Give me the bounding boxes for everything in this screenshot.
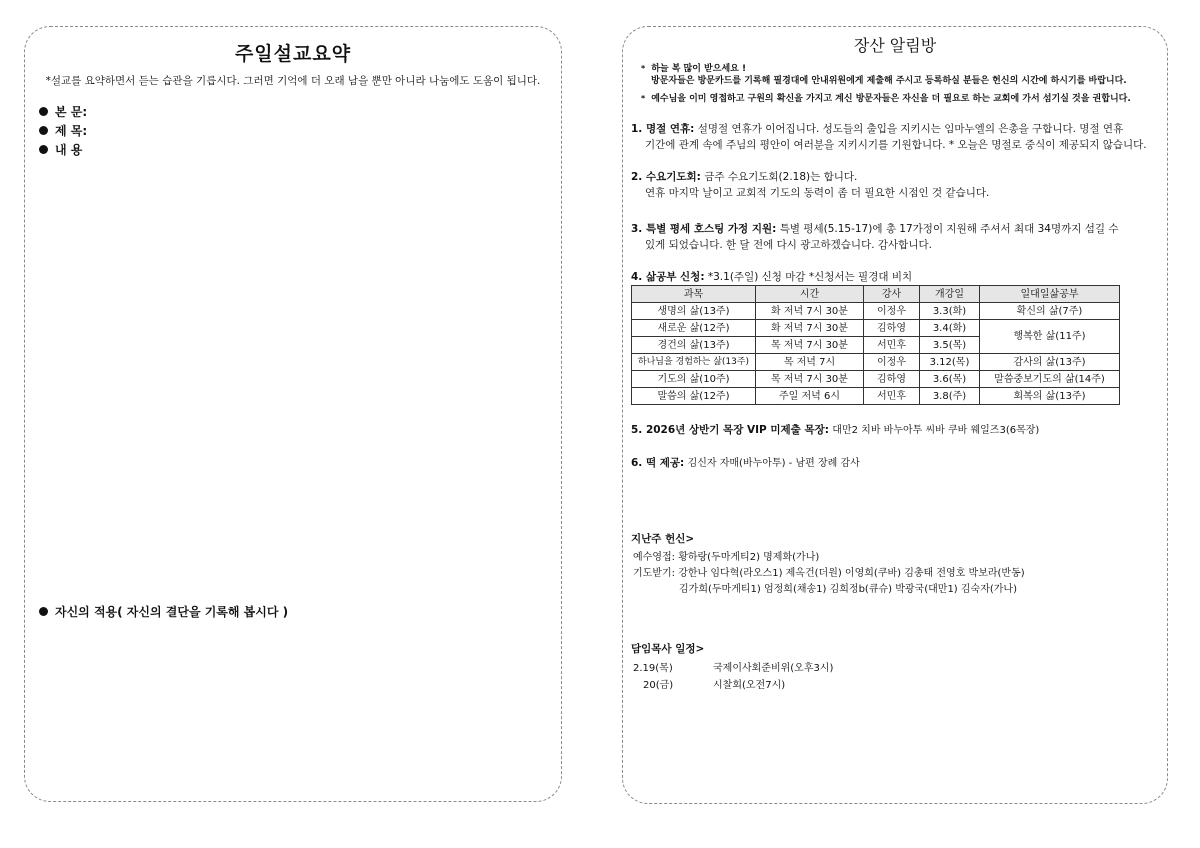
notice-believers: * 예수님을 이미 영접하고 구원의 확신을 가지고 계신 방문자들은 자신을 더 필요로 하는 교회에 가서 섬기실 것을 권합니다. [641, 94, 1131, 104]
table-cell-course: 말씀의 삶(12주) [632, 388, 756, 405]
schedule-event: 국제이사회준비위(오후3시) [713, 663, 834, 674]
table-cell-start: 3.5(목) [920, 337, 980, 354]
announcement-holiday: 1. 명절 연휴: 설명절 연휴가 이어집니다. 성도들의 출입을 지키시는 임마누엘의 은총을 구합니다. 명절 연휴 [631, 123, 1124, 135]
table-cell-time: 화 저녁 7시 30분 [756, 320, 864, 337]
table-cell-start: 3.4(화) [920, 320, 980, 337]
table-cell-teacher: 이정우 [864, 354, 920, 371]
table-cell-start: 3.6(목) [920, 371, 980, 388]
table-cell-time: 화 저녁 7시 30분 [756, 303, 864, 320]
table-cell-time: 목 저녁 7시 [756, 354, 864, 371]
offering-prayer: 기도받기: 강한나 임다혁(라오스1) 제옥건(더원) 이영희(쿠바) 김총태 전영호 박보라(반동) [633, 568, 1025, 579]
announcement-vip-missing: 5. 2026년 상반기 목장 VIP 미제출 목장: 대만2 치바 바누아투 씨바 쿠바 웨일즈3(6목장) [631, 424, 1040, 436]
table-header-course: 과목 [632, 286, 756, 303]
table-header-time: 시간 [756, 286, 864, 303]
table-cell-start: 3.8(주) [920, 388, 980, 405]
announcements-panel [622, 26, 1168, 804]
table-cell-course: 하나님을 경험하는 삶(13주) [632, 354, 756, 371]
field-title: 제 목: [39, 122, 87, 139]
sermon-summary-title: 주일설교요약 [234, 43, 352, 65]
table-header-teacher: 강사 [864, 286, 920, 303]
asterisk-icon: * [641, 94, 646, 103]
schedule-date: 20(금) [643, 680, 674, 691]
table-header-one-on-one: 일대일삶공부 [980, 286, 1120, 303]
bullet-icon [39, 145, 48, 154]
bullet-icon [39, 126, 48, 135]
announcement-life-study: 4. 삶공부 신청: *3.1(주일) 신청 마감 *신청서는 필경대 비치 [631, 271, 913, 283]
field-content: 내 용 [39, 141, 82, 158]
schedule-date: 2.19(목) [633, 663, 673, 674]
table-cell-one-on-one: 회복의 삶(13주) [980, 388, 1120, 405]
sermon-summary-panel [24, 26, 562, 802]
table-cell-teacher: 김하영 [864, 371, 920, 388]
table-cell-course: 새로운 삶(12주) [632, 320, 756, 337]
table-cell-teacher: 김하영 [864, 320, 920, 337]
bullet-icon [39, 107, 48, 116]
table-cell-start: 3.3(화) [920, 303, 980, 320]
table-cell-course: 기도의 삶(10주) [632, 371, 756, 388]
schedule-event: 시찰회(오전7시) [713, 680, 786, 691]
notice-greeting: * 하늘 복 많이 받으세요 ! [641, 64, 747, 74]
asterisk-icon: * [641, 64, 646, 73]
announcements-title: 장산 알림방 [853, 36, 937, 55]
announcement-wednesday-prayer-line2: 연휴 마지막 날이고 교회적 기도의 동력이 좀 더 필요한 시점인 것 같습니다. [645, 187, 990, 199]
announcement-wednesday-prayer: 2. 수요기도회: 금주 수요기도회(2.18)는 합니다. [631, 171, 858, 183]
announcement-hosting-line2: 있게 되었습니다. 한 달 전에 다시 광고하겠습니다. 감사합니다. [645, 239, 932, 251]
announcement-holiday-line2: 기간에 관계 속에 주님의 평안이 여러분을 지키시기를 기원합니다. * 오늘은 명절로 중식이 제공되지 않습니다. [645, 139, 1147, 151]
table-row [632, 354, 1120, 371]
table-cell-time: 주일 저녁 6시 [756, 388, 864, 405]
table-cell-one-on-one: 확신의 삶(7주) [980, 303, 1120, 320]
table-cell-time: 목 저녁 7시 30분 [756, 337, 864, 354]
table-row [632, 371, 1120, 388]
sermon-summary-instruction: *설교를 요약하면서 듣는 습관을 기릅시다. 그러면 기억에 더 오래 남을 뿐만 아니라 나눔에도 도움이 됩니다. [45, 75, 541, 87]
table-cell-course: 경건의 삶(13주) [632, 337, 756, 354]
table-cell-one-on-one: 말씀중보기도의 삶(14주) [980, 371, 1120, 388]
table-row [632, 303, 1120, 320]
life-study-table [631, 285, 1120, 405]
field-application: 자신의 적용( 자신의 결단을 기록해 봅시다 ) [39, 603, 288, 620]
table-cell-time: 목 저녁 7시 30분 [756, 371, 864, 388]
table-cell-teacher: 이정우 [864, 303, 920, 320]
table-cell-one-on-one: 행복한 삶(11주) [980, 320, 1120, 354]
table-cell-one-on-one: 감사의 삶(13주) [980, 354, 1120, 371]
table-row [632, 320, 1120, 337]
offering-salvation: 예수영접: 황하랑(두마게티2) 명제화(가나) [633, 552, 820, 563]
pastor-schedule-title: 담임목사 일정> [631, 643, 705, 655]
announcement-rice-cake: 6. 떡 제공: 김신자 자매(바누아투) - 남편 장례 감사 [631, 457, 860, 469]
notice-visitors: 방문자들은 방문카드를 기록해 필경대에 안내위원에게 제출해 주시고 등록하실 분들은 헌신의 시간에 하시기를 바랍니다. [651, 76, 1127, 86]
announcement-hosting: 3. 특별 평세 호스팅 가정 지원: 특별 평세(5.15-17)에 총 17가정이 지원해 주셔서 최대 34명까지 섬길 수 [631, 223, 1119, 235]
offering-title: 지난주 헌신> [631, 533, 695, 545]
table-cell-teacher: 서민후 [864, 388, 920, 405]
field-scripture: 본 문: [39, 103, 87, 120]
table-row [632, 388, 1120, 405]
table-cell-course: 생명의 삶(13주) [632, 303, 756, 320]
table-cell-teacher: 서민후 [864, 337, 920, 354]
table-header-start-date: 개강일 [920, 286, 980, 303]
offering-prayer-line2: 김가희(두마게티1) 엄정희(채송1) 김희정b(큐슈) 박광국(대만1) 김숙자(가나) [679, 584, 1017, 595]
bullet-icon [39, 607, 48, 616]
table-cell-start: 3.12(목) [920, 354, 980, 371]
